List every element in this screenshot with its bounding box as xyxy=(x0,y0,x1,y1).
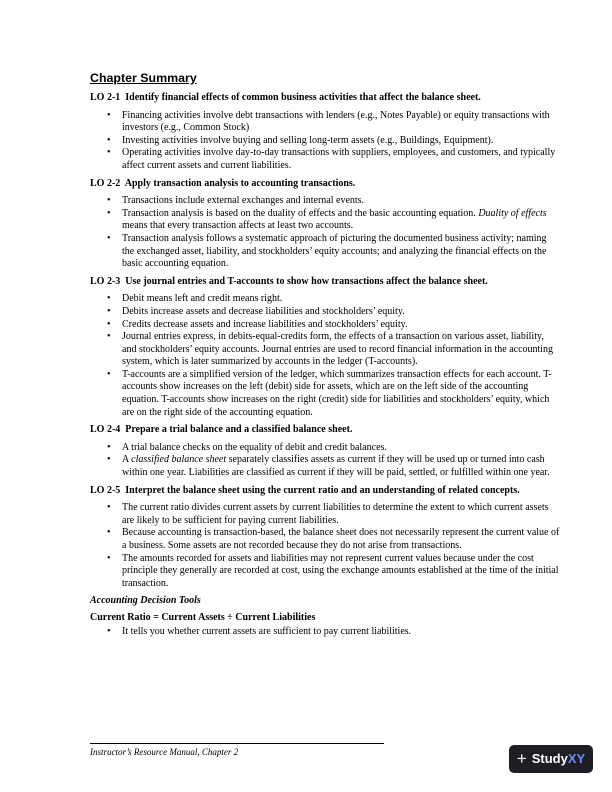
studyxy-badge[interactable] xyxy=(509,745,593,773)
list-item: • Debits increase assets and decrease liabilities and stockholders’ equity. xyxy=(90,306,560,319)
lo-2-3-list xyxy=(90,293,560,419)
list-item: • It tells you whether current assets are sufficient to pay current liabilities. xyxy=(90,626,560,639)
page-content xyxy=(90,71,560,643)
list-item: • Debit means left and credit means right. xyxy=(90,293,560,306)
list-item-text: separately classifies assets as current if they will be used up or turned into cash within one year. Liabilities are classified as current if they will be paid, settled, or fulfilled within one year. xyxy=(122,454,550,479)
list-item: • Financing activities involve debt transactions with lenders (e.g., Notes Payable) or equity transactions with investors (e.g., Common Stock) xyxy=(90,110,560,135)
duality-definition: means that every transaction affects at least two accounts. xyxy=(122,220,354,232)
lo-2-4-list xyxy=(90,442,560,480)
lo-number: LO 2-4 xyxy=(90,424,121,436)
list-item: • Credits decrease assets and increase liabilities and stockholders’ equity. xyxy=(90,319,560,332)
lo-heading-2-2 xyxy=(90,178,560,191)
lo-heading-2-1 xyxy=(90,92,560,105)
list-item: • Transaction analysis follows a systematic approach of picturing the documented business activity; naming the exchanged asset, liability, and stockholders’ equity accounts; and analyzing the financial effects on the basic accounting equation. xyxy=(90,233,560,271)
list-item: • T-accounts are a simplified version of the ledger, which summarizes transaction effects for each account. T-accounts show increases on the left (debit) side for assets, which are on the left side of the accounting equation. T-accounts show increases on the right (credit) side for liabilities and stockholders’ equity, which are on the right side of the accounting equation. xyxy=(90,369,560,419)
lo-heading-2-5 xyxy=(90,485,560,498)
lo-number: LO 2-2 xyxy=(90,177,121,189)
tools-title: Accounting Decision Tools xyxy=(90,595,201,607)
current-ratio-formula: Current Ratio = Current Assets ÷ Current Liabilities xyxy=(90,611,316,623)
lo-2-1-list xyxy=(90,110,560,173)
list-item: • Because accounting is transaction-based, the balance sheet does not necessarily represent the current value of a business. Some assets are not recorded because they do not arise from transactions. xyxy=(90,527,560,552)
page-title: Chapter Summary xyxy=(90,71,197,85)
lo-number: LO 2-3 xyxy=(90,275,121,287)
lo-heading-2-3 xyxy=(90,276,560,289)
list-item-prefix: A xyxy=(122,454,132,466)
lo-2-2-list xyxy=(90,195,560,271)
list-item-text: Transaction analysis is based on the duality of effects and the basic accounting equation. xyxy=(122,207,476,219)
lo-heading-2-4 xyxy=(90,424,560,437)
lo-heading-text: Use journal entries and T-accounts to show how transactions affect the balance sheet. xyxy=(125,275,488,287)
lo-number: LO 2-5 xyxy=(90,484,121,496)
list-item xyxy=(90,454,560,479)
list-item: • The amounts recorded for assets and liabilities may not represent current values because under the cost principle they generally are recorded at cost, using the exchange amounts established at the time of the initial transaction. xyxy=(90,553,560,591)
plus-icon: + xyxy=(516,748,527,768)
list-item: • Journal entries express, in debits-equal-credits form, the effects of a transaction on various asset, liability, and stockholders’ equity accounts. Journal entries are used to record financial information in the accounting system, which is later summarized by accounts in the ledger (T-accounts). xyxy=(90,331,560,369)
footer-text: Instructor’s Resource Manual, Chapter 2 xyxy=(90,747,239,757)
list-item: • Investing activities involve buying and selling long-term assets (e.g., Buildings, Equipment). xyxy=(90,135,560,148)
lo-heading-text: Identify financial effects of common business activities that affect the balance sheet. xyxy=(125,92,481,103)
lo-2-5-list xyxy=(90,502,560,590)
list-item: • Transactions include external exchanges and internal events. xyxy=(90,195,560,208)
list-item: • A trial balance checks on the equality of debit and credit balances. xyxy=(90,442,560,455)
list-item: • Operating activities involve day-to-day transactions with suppliers, employees, and customers, and typically affect current assets and current liabilities. xyxy=(90,147,560,172)
lo-heading-text: Interpret the balance sheet using the current ratio and an understanding of related concepts. xyxy=(125,484,520,496)
list-item xyxy=(90,208,560,233)
duality-term: Duality of effects xyxy=(478,207,547,219)
badge-brand: StudyXY xyxy=(531,750,586,766)
lo-number: LO 2-1 xyxy=(90,92,121,103)
footer-divider xyxy=(90,743,384,744)
badge-brand-accent: XY xyxy=(567,750,586,766)
lo-heading-text: Prepare a trial balance and a classified balance sheet. xyxy=(125,424,353,436)
list-item: • The current ratio divides current assets by current liabilities to determine the extent to which current assets are likely to be sufficient for paying current liabilities. xyxy=(90,502,560,527)
tools-list xyxy=(90,626,560,639)
classified-term: classified balance sheet xyxy=(131,454,227,466)
lo-heading-text: Apply transaction analysis to accounting transactions. xyxy=(124,177,356,189)
